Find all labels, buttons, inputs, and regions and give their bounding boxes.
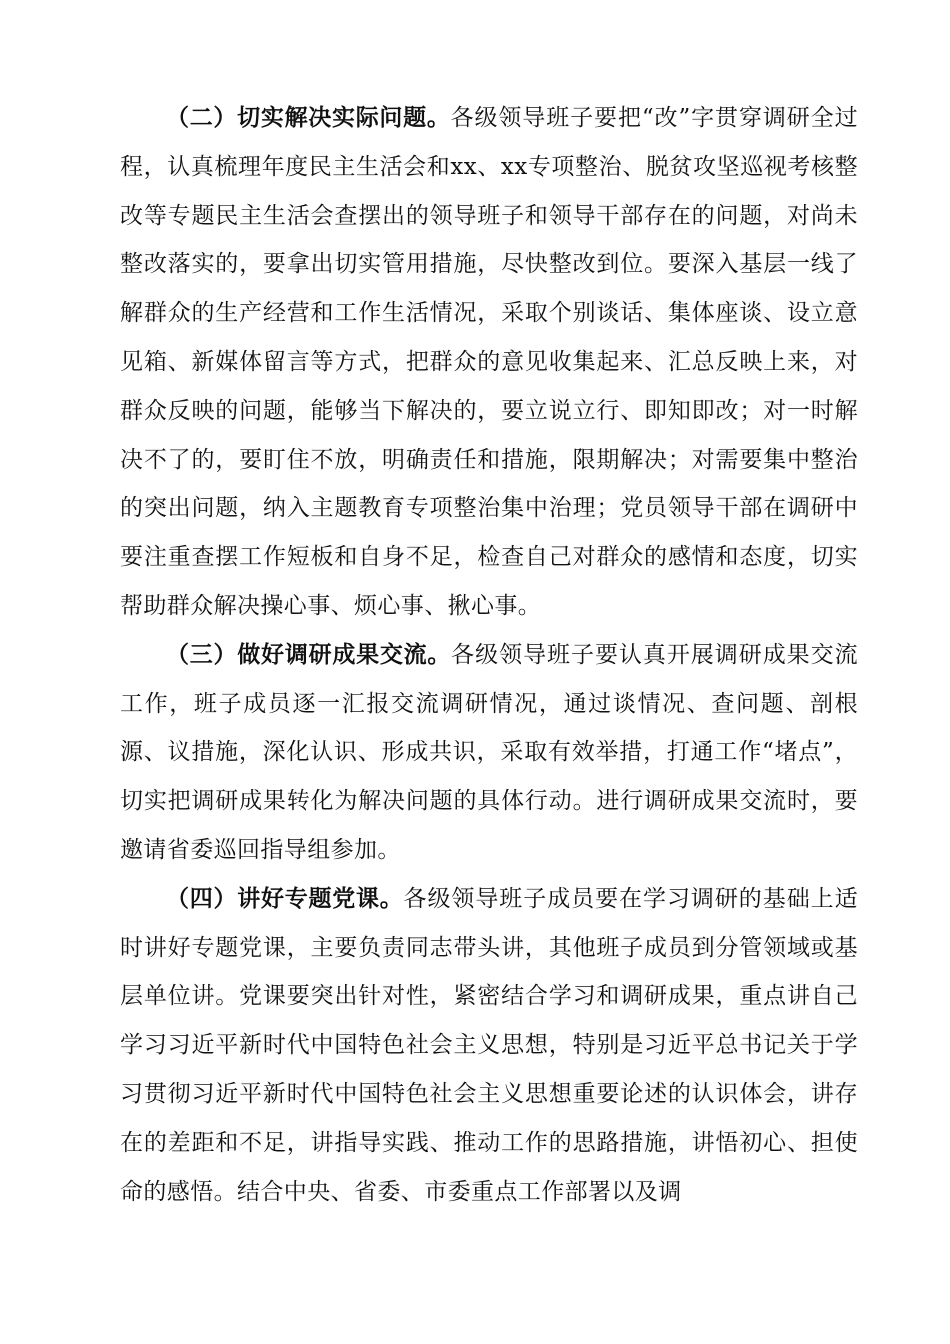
paragraph-text: 各级领导班子成员要在学习调研的基础上适时讲好专题党课，主要负责同志带头讲，其他班子成员到分管领域或基层单位讲。党课要突出针对性，紧密结合学习和调研成果，重点讲自己学习习近平新时代中国特色社会主义思想，特别是习近平总书记关于学习贯彻习近平新时代中国特色社会主义思想重要论述的认识体会，讲存在的差距和不足，讲指导实践、推动工作的思路措施，讲悟初心、担使命的感悟。结合中央、省委、市委重点工作部署以及调 [120,885,858,1205]
paragraph-text: 各级领导班子要认真开展调研成果交流工作，班子成员逐一汇报交流调研情况，通过谈情况、查问题、剖根源、议措施，深化认识、形成共识，采取有效举措，打通工作“堵点”，切实把调研成果转化为解决问题的具体行动。进行调研成果交流时，要邀请省委巡回指导组参加。 [120,641,858,863]
paragraph-research-exchange [120,631,858,875]
paragraph-heading: （四）讲好专题党课。 [166,885,404,912]
paragraph-heading: （二）切实解决实际问题。 [166,105,451,131]
paragraph-text: 各级领导班子要把“改”字贯穿调研全过程，认真梳理年度民主生活会和xx、xx专项整治、脱贫攻坚巡视考核整改等专题民主生活会查摆出的领导班子和领导干部存在的问题，对尚未整改落实的，要拿出切实管用措施，尽快整改到位。要深入基层一线了解群众的生产经营和工作生活情况，采取个别谈话、集体座谈、设立意见箱、新媒体留言等方式，把群众的意见收集起来、汇总反映上来，对群众反映的问题，能够当下解决的，要立说立行、即知即改；对一时解决不了的，要盯住不放，明确责任和措施，限期解决；对需要集中整治的突出问题，纳入主题教育专项整治集中治理；党员领导干部在调研中要注重查摆工作短板和自身不足，检查自己对群众的感情和态度，切实帮助群众解决操心事、烦心事、揪心事。 [120,105,858,619]
paragraph-party-lecture [120,875,858,1217]
paragraph-solve-problems [120,94,858,631]
paragraph-heading: （三）做好调研成果交流。 [166,641,452,668]
document-body [120,94,858,1216]
